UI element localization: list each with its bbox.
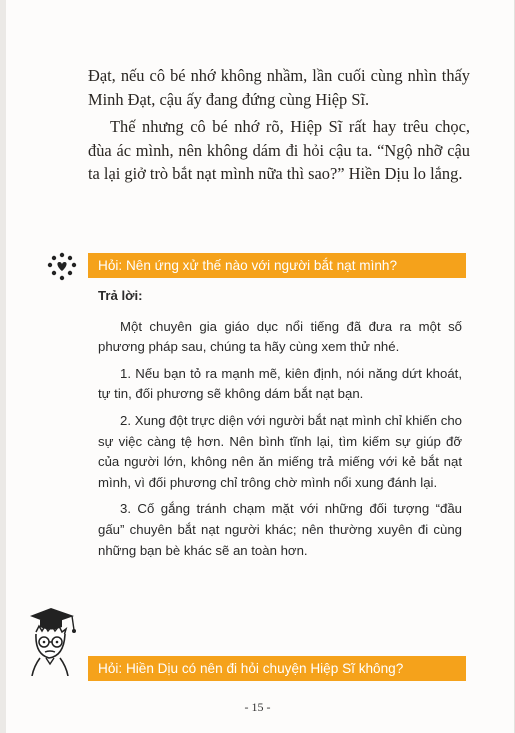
question-banner: Hỏi: Nên ứng xử thế nào với người bắt nạt mình? (88, 253, 466, 278)
page-number: - 15 - (244, 700, 271, 714)
story-text (88, 64, 470, 190)
answer-label: Trả lời: (98, 288, 143, 303)
answer-paragraph: 2. Xung đột trực diện với người bắt nạt mình chỉ khiến cho sự việc càng tệ hơn. Nên bình tĩnh lại, tìm kiếm sự giúp đỡ của người lớn, không nên ăn miếng trả miếng với kẻ bắt nạt mình, vì đối phương chỉ trông chờ mình nổi xung đánh lại. (98, 412, 462, 490)
question-banner: Hỏi: Hiền Dịu có nên đi hỏi chuyện Hiệp Sĩ không? (88, 656, 466, 681)
answer-paragraph: 3. Cố gắng tránh chạm mặt với những đối tượng “đầu gấu” chuyên bắt nạt người khác; nên thường xuyên đi cùng những bạn bè khác sẽ an toàn hơn. (98, 501, 462, 558)
heart-icon (46, 252, 78, 282)
answer-block (98, 286, 462, 567)
answer-paragraph: Một chuyên gia giáo dục nổi tiếng đã đưa ra một số phương pháp sau, chúng ta hãy cùng xem thử nhé. (98, 318, 462, 355)
story-paragraph: Đạt, nếu cô bé nhớ không nhầm, lần cuối cùng nhìn thấy Minh Đạt, cậu ấy đang đứng cùng Hiệp Sĩ. (88, 66, 470, 109)
story-paragraph: Thế nhưng cô bé nhớ rõ, Hiệp Sĩ rất hay trêu chọc, đùa ác mình, nên không dám đi hỏi cậu ta. “Ngộ nhỡ cậu ta lại giở trò bắt nạt mình nữa thì sao?” Hiền Dịu lo lắng. (88, 117, 470, 184)
scholar-icon (22, 602, 80, 676)
answer-paragraph: 1. Nếu bạn tỏ ra mạnh mẽ, kiên định, nói năng dứt khoát, tự tin, đối phương sẽ không dám bắt nạt bạn. (98, 365, 462, 402)
